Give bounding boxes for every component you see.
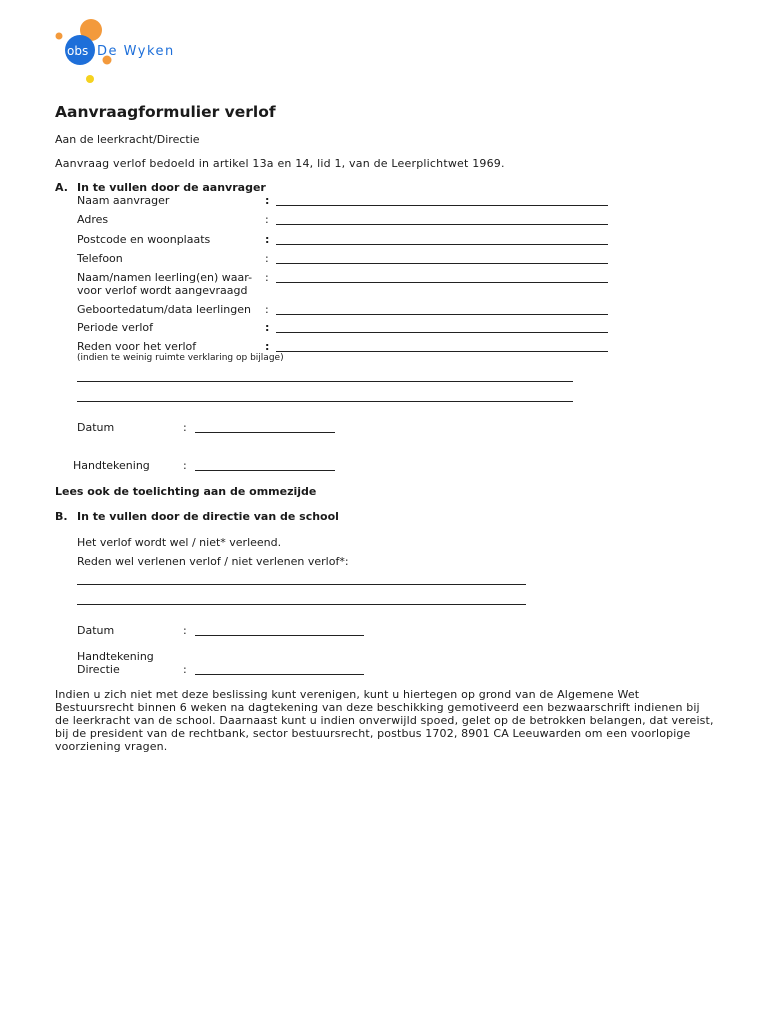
field-label-reden: Reden voor het verlof — [77, 340, 197, 353]
date-label: Datum — [77, 421, 115, 434]
field-input-telefoon[interactable] — [276, 263, 608, 264]
field-label-geboortedatum: Geboortedatum/data leerlingen — [77, 303, 251, 316]
signature-label: Handtekening — [73, 459, 150, 472]
field-input-periode[interactable] — [276, 332, 608, 333]
field-label-postcode: Postcode en woonplaats — [77, 233, 211, 246]
signature-input[interactable] — [195, 470, 335, 471]
section-b-letter: B. — [55, 510, 68, 523]
field-label-leerlingen: Naam/namen leerling(en) waar- — [77, 271, 253, 284]
page-title: Aanvraagformulier verlof — [55, 103, 276, 121]
section-a-letter: A. — [55, 181, 68, 194]
signature-colon: : — [183, 459, 187, 472]
school-logo — [55, 18, 200, 86]
field-colon: : — [265, 213, 269, 226]
director-signature-label: Handtekening — [77, 650, 154, 663]
field-label-naam-aanvrager: Naam aanvrager — [77, 194, 170, 207]
director-date-label: Datum — [77, 624, 115, 637]
addressee: Aan de leerkracht/Directie — [55, 133, 200, 146]
space-note: (indien te weinig ruimte verklaring op bijlage) — [77, 353, 284, 363]
field-colon: : — [265, 271, 269, 284]
field-colon: : — [265, 340, 270, 353]
appeal-notice: Indien u zich niet met deze beslissing kunt verenigen, kunt u hiertegen op grond van de Algemene Wet Bestuursrecht binnen 6 weken na dagtekening van deze beschikking gemotiveerd een bezwaarschrift indienen bij de leerkracht van de school. Daarnaast kunt u indien onverwijld spoed, gelet op de betrokken belangen, dat vereist, bij de president van de rechtbank, sector bestuursrecht, postbus 1702, 8901 CA Leeuwarden om een voorlopige voorziening vragen. — [55, 688, 714, 753]
logo-prefix: obs — [67, 44, 89, 58]
director-signature-input[interactable] — [195, 674, 364, 675]
field-label-adres: Adres — [77, 213, 109, 226]
director-date-input[interactable] — [195, 635, 364, 636]
field-colon: : — [265, 194, 270, 207]
date-input[interactable] — [195, 432, 335, 433]
field-input-geboortedatum[interactable] — [276, 314, 608, 315]
director-signature-label-line2: Directie — [77, 663, 120, 676]
logo-name: De Wyken — [97, 44, 175, 59]
logo-graphic — [55, 18, 200, 86]
field-input-adres[interactable] — [276, 224, 608, 225]
field-colon: : — [265, 321, 270, 334]
director-signature-colon: : — [183, 663, 187, 676]
decision-reason-line-1[interactable] — [77, 584, 526, 585]
field-input-reden[interactable] — [276, 351, 608, 352]
reason-line-2[interactable] — [77, 401, 573, 402]
section-a-heading: In te vullen door de aanvrager — [77, 181, 266, 194]
intro-text: Aanvraag verlof bedoeld in artikel 13a en 14, lid 1, van de Leerplichtwet 1969. — [55, 157, 505, 170]
decision-line: Het verlof wordt wel / niet* verleend. — [77, 536, 282, 549]
date-colon: : — [183, 421, 187, 434]
reason-line-1[interactable] — [77, 381, 573, 382]
reason-prompt: Reden wel verlenen verlof / niet verlenen verlof*: — [77, 555, 349, 568]
field-input-leerlingen[interactable] — [276, 282, 608, 283]
director-date-colon: : — [183, 624, 187, 637]
field-colon: : — [265, 303, 269, 316]
section-b-heading: In te vullen door de directie van de school — [77, 510, 339, 523]
read-also-note: Lees ook de toelichting aan de ommezijde — [55, 485, 317, 498]
field-label-telefoon: Telefoon — [77, 252, 123, 265]
field-label-leerlingen-line2: voor verlof wordt aangevraagd — [77, 284, 248, 297]
field-input-postcode[interactable] — [276, 244, 608, 245]
decision-reason-line-2[interactable] — [77, 604, 526, 605]
field-colon: : — [265, 233, 270, 246]
field-input-naam-aanvrager[interactable] — [276, 205, 608, 206]
field-label-periode: Periode verlof — [77, 321, 154, 334]
field-colon: : — [265, 252, 269, 265]
